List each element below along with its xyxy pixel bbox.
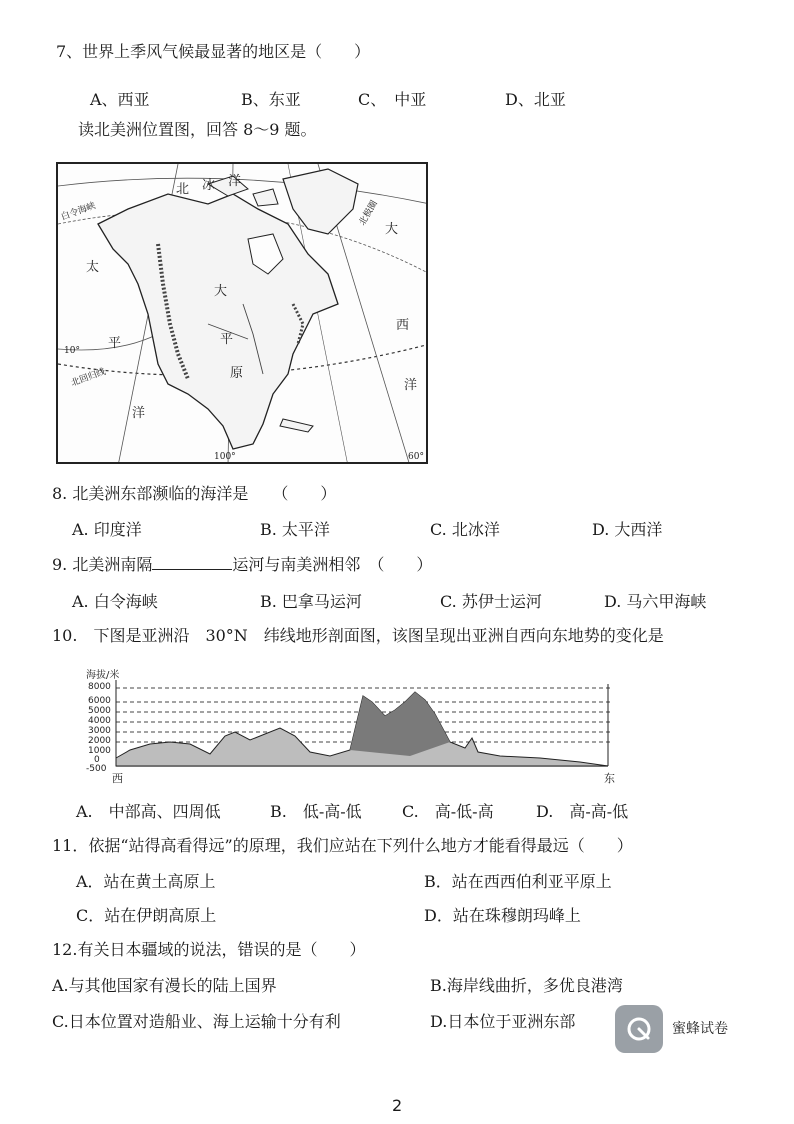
- map-label-lon-60: 60°: [408, 452, 424, 462]
- q11-option-a: A．站在黄土高原上: [76, 872, 216, 891]
- q7-stem: 7、世界上季风气候最显著的地区是（ ）: [56, 42, 371, 61]
- q11-option-c: C．站在伊朗高原上: [76, 906, 217, 925]
- q8-option-c: C. 北冰洋: [430, 520, 500, 539]
- page-number: 2: [392, 1096, 403, 1115]
- q9-stem-before: 9. 北美洲南隔: [52, 555, 153, 574]
- q12-option-a: A.与其他国家有漫长的陆上国界: [52, 976, 277, 995]
- q9-option-a: A. 白令海峡: [72, 592, 158, 611]
- intro-8-9: 读北美洲位置图，回答 8～9 题。: [78, 120, 317, 139]
- map-label-tropic: 北回归线: [69, 367, 108, 389]
- q7-option-b: B、东亚: [241, 90, 301, 109]
- profile-tick-8000: 8000: [88, 682, 111, 692]
- map-label-atlantic-1: 大: [385, 222, 399, 237]
- q10-stem: 10. 下图是亚洲沿 30°N 纬线地形剖面图，该图呈现出亚洲自西向东地势的变化是: [52, 626, 664, 645]
- profile-east-label: 东: [604, 772, 615, 785]
- map-label-arctic-circle: 北极圈: [357, 199, 380, 228]
- q10-option-c: C. 高-低-高: [402, 802, 494, 821]
- map-label-plain-3: 原: [230, 366, 244, 381]
- map-label-arctic-3: 洋: [228, 174, 242, 189]
- q9-option-c: C. 苏伊士运河: [440, 592, 542, 611]
- profile-ylabel: 海拔/米: [86, 670, 120, 681]
- profile-tick-4000: 4000: [88, 716, 111, 726]
- map-label-lon-100: 100°: [214, 452, 236, 462]
- map-label-pacific-2: 平: [108, 336, 122, 351]
- watermark-text: 蜜蜂试卷: [672, 1021, 728, 1037]
- q7-option-c: C、 中亚: [358, 90, 427, 109]
- profile-tick-0: 0: [94, 755, 100, 765]
- map-label-atlantic-3: 洋: [404, 378, 418, 393]
- q9-option-b: B. 巴拿马运河: [260, 592, 362, 611]
- q9-blank: [152, 555, 232, 570]
- bee-logo-icon: [626, 1016, 652, 1042]
- profile-tick-minus500: -500: [86, 764, 107, 774]
- q8-stem: 8. 北美洲东部濒临的海洋是 （ ）: [52, 484, 337, 503]
- q10-option-d: D. 高-高-低: [536, 802, 629, 821]
- terrain-profile-30n: [80, 666, 620, 786]
- q7-option-d: D、北亚: [505, 90, 566, 109]
- profile-west-label: 西: [112, 772, 123, 785]
- q7-option-a: A、西亚: [90, 90, 150, 109]
- q9-stem-after: 运河与南美洲相邻 （ ）: [232, 555, 433, 574]
- q8-option-d: D. 大西洋: [592, 520, 663, 539]
- map-label-arctic-2: 冰: [202, 178, 216, 193]
- map-label-lat-10: 10°: [64, 346, 80, 356]
- q11-option-b: B．站在西西伯利亚平原上: [424, 872, 612, 891]
- q11-stem: 11．依据“站得高看得远”的原理，我们应站在下列什么地方才能看得最远（ ）: [52, 836, 633, 855]
- map-label-pacific-1: 太: [86, 260, 100, 275]
- q10-option-b: B. 低-高-低: [270, 802, 362, 821]
- terrain-profile-drawing: [80, 666, 620, 786]
- profile-tick-3000: 3000: [88, 726, 111, 736]
- q12-stem: 12.有关日本疆域的说法，错误的是（ ）: [52, 940, 366, 959]
- q8-option-a: A. 印度洋: [72, 520, 142, 539]
- q12-option-c: C.日本位置对造船业、海上运输十分有利: [52, 1012, 341, 1031]
- q9-option-d: D. 马六甲海峡: [604, 592, 707, 611]
- q12-option-b: B.海岸线曲折，多优良港湾: [430, 976, 623, 995]
- map-label-plain-1: 大: [214, 284, 228, 299]
- profile-tick-6000: 6000: [88, 696, 111, 706]
- map-label-pacific-3: 洋: [132, 406, 146, 421]
- north-america-map: [56, 162, 428, 464]
- q10-option-a: A. 中部高、四周低: [76, 802, 221, 821]
- map-label-arctic-1: 北: [176, 182, 190, 197]
- q11-option-d: D．站在珠穆朗玛峰上: [424, 906, 581, 925]
- q12-option-d: D.日本位于亚洲东部: [430, 1012, 576, 1031]
- profile-tick-5000: 5000: [88, 706, 111, 716]
- q8-option-b: B. 太平洋: [260, 520, 330, 539]
- map-label-plain-2: 平: [220, 332, 234, 347]
- map-label-atlantic-2: 西: [396, 318, 410, 333]
- watermark-logo: [615, 1005, 663, 1053]
- map-label-bering: 白令海峡: [59, 201, 98, 223]
- profile-tick-1000: 1000: [88, 746, 111, 756]
- profile-tick-2000: 2000: [88, 736, 111, 746]
- q9-stem: [52, 555, 432, 575]
